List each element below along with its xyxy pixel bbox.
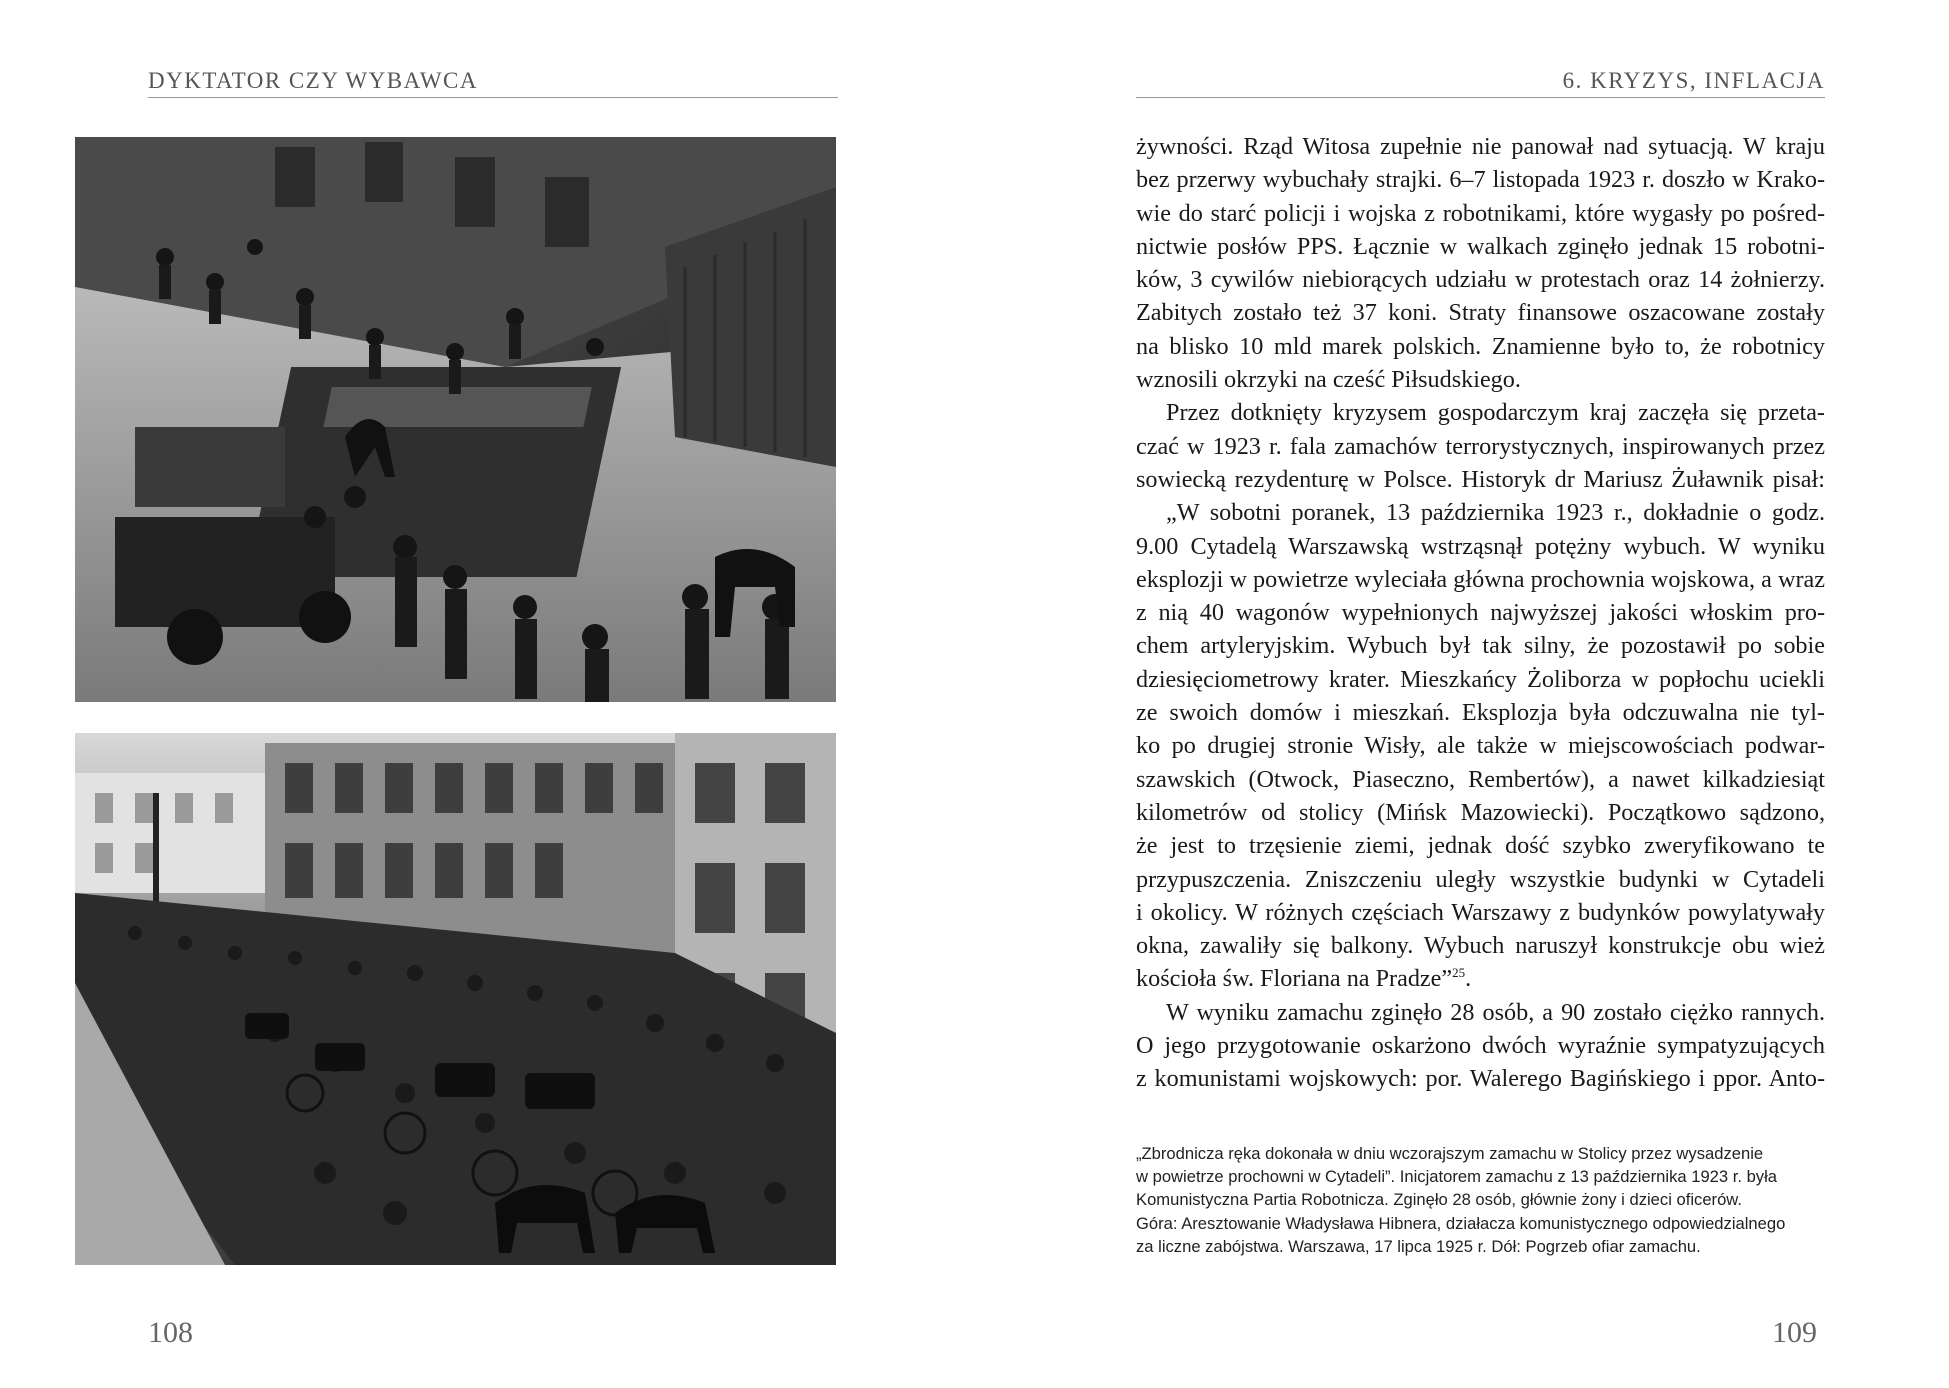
text-line: okna, zawaliły się balkony. Wybuch naruszył konstrukcje obu wież (1136, 932, 1825, 960)
text-line: wznosili okrzyki na cześć Piłsudskiego. (1136, 366, 1521, 394)
text-line: z nią 40 wagonów wypełnionych najwyższej jakości włoskim pro- (1136, 599, 1825, 627)
text-line: dziesięciometrowy krater. Mieszkańcy Żoliborza w popłochu uciekli (1136, 665, 1825, 693)
text-line: i okolicy. W różnych częściach Warszawy z budynków powylatywały (1136, 898, 1825, 926)
footnote-ref: 25 (1452, 965, 1466, 981)
page-number-left: 108 (148, 1316, 193, 1349)
caption-line: w powietrze prochowni w Cytadeli”. Inicjatorem zamachu z 13 października 1923 r. była (1136, 1167, 1778, 1187)
header-rule-right (1136, 97, 1825, 98)
caption-line: Komunistyczna Partia Robotnicza. Zginęło 28 osób, głównie żony i dzieci oficerów. (1136, 1190, 1742, 1210)
text-line: „W sobotni poranek, 13 października 1923 r., dokładnie o godz. (1166, 499, 1825, 527)
text-line: Zabitych zostało też 37 koni. Straty finansowe oszacowane zostały (1136, 299, 1825, 327)
text-line: że jest to trzęsienie ziemi, jednak dość szybko zweryfikowano te (1136, 832, 1825, 860)
text-line: szawskich (Otwock, Piaseczno, Rembertów), a nawet kilkadziesiąt (1136, 765, 1825, 793)
text-line: kilometrów od stolicy (Mińsk Mazowiecki). Początkowo sądzono, (1136, 798, 1825, 826)
text-line: chem artyleryjskim. Wybuch był tak silny, że pozostawił po sobie (1136, 632, 1825, 660)
text-line: sowiecką rezydenturę w Polsce. Historyk dr Mariusz Żuławnik pisał: (1136, 465, 1825, 493)
body-text (1136, 130, 1825, 1096)
text-line: nictwie posłów PPS. Łącznie w walkach zginęło jednak 15 robotni- (1136, 232, 1825, 260)
street-arrest-photo (75, 137, 836, 702)
text-line: ko po drugiej stronie Wisły, ale także w miejscowościach podwar- (1136, 732, 1825, 760)
running-header-right: 6. KRYZYS, INFLACJA (1562, 68, 1825, 93)
text-line: eksplozji w powietrze wyleciała główna prochownia wojskowa, a wraz (1136, 565, 1825, 593)
photo-caption (1136, 1142, 1825, 1258)
text-line: na blisko 10 mld marek polskich. Znamienne było to, że robotnicy (1136, 332, 1825, 360)
funeral-procession-photo (75, 733, 836, 1265)
text-line: Przez dotknięty kryzysem gospodarczym kraj zaczęła się przeta- (1166, 399, 1825, 427)
sentence-end: . (1465, 965, 1472, 993)
text-line: przypuszczenia. Zniszczeniu uległy wszystkie budynki w Cytadeli (1136, 865, 1825, 893)
text-line: ków, 3 cywilów niebiorących udziału w protestach oraz 14 żołnierzy. (1136, 266, 1825, 294)
text-line: czać w 1923 r. fala zamachów terrorystycznych, inspirowanych przez (1136, 432, 1825, 460)
page-number-right: 109 (1772, 1316, 1817, 1349)
caption-line: „Zbrodnicza ręka dokonała w dniu wczorajszym zamachu w Stolicy przez wysadzenie (1136, 1144, 1764, 1163)
text-line: ze swoich domów i mieszkań. Eksplozja była odczuwalna nie tyl- (1136, 699, 1825, 727)
running-header-left: DYKTATOR CZY WYBAWCA (148, 68, 478, 93)
text-line: bez przerwy wybuchały strajki. 6–7 listopada 1923 r. doszło w Krako- (1136, 166, 1825, 194)
caption-line: za liczne zabójstwa. Warszawa, 17 lipca 1925 r. Dół: Pogrzeb ofiar zamachu. (1136, 1236, 1701, 1256)
text-line: z komunistami wojskowych: por. Walerego Bagińskiego i ppor. Anto- (1136, 1065, 1825, 1093)
text-line: kościoła św. Floriana na Pradze” (1136, 965, 1453, 993)
text-line: 9.00 Cytadelą Warszawską wstrząsnął potężny wybuch. W wyniku (1136, 532, 1825, 560)
text-line: żywności. Rząd Witosa zupełnie nie panował nad sytuacją. W kraju (1136, 133, 1825, 160)
text-line: W wyniku zamachu zginęło 28 osób, a 90 zostało ciężko rannych. (1166, 998, 1825, 1026)
header-rule-left (148, 97, 838, 98)
text-line: O jego przygotowanie oskarżono dwóch wyraźnie sympatyzujących (1136, 1032, 1825, 1060)
text-line-with-footnote (1136, 962, 1825, 995)
text-line: wie do starć policji i wojska z robotnikami, które wygasły po pośred- (1136, 199, 1825, 227)
caption-line: Góra: Aresztowanie Władysława Hibnera, działacza komunistycznego odpowiedzialnego (1136, 1213, 1786, 1233)
